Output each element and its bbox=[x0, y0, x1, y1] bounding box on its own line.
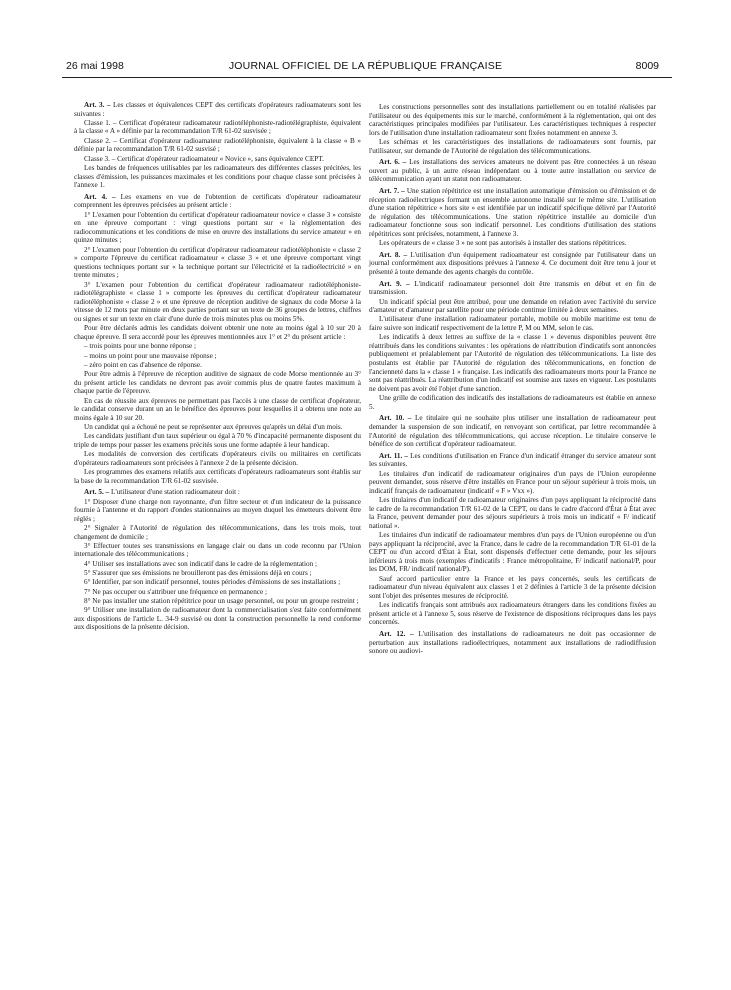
paragraph-text: 2° L'examen pour l'obtention du certificat d'opérateur radioamateur radiotéléphoniste « classe 2 » comporte l'épreuve du certificat radioamateur « classe 3 » et une épreuve comportant vingt questions techniques portant sur « la technique portant sur l'électricité et la radioélectricité » en trente minutes ; bbox=[74, 245, 361, 280]
paragraph-text: L'utilisation d'un équipement radioamateur est consignée par l'utilisateur dans un journal conformément aux dispositions prévues à l'annexe 4. Ce document doit être tenu à jour et présenté à toute demande des agents chargés du contrôle. bbox=[369, 250, 656, 277]
paragraph-text: Une grille de codification des indicatifs des installations de radioamateurs est établie en annexe 5. bbox=[369, 394, 656, 411]
article-number: Art. 6. – bbox=[379, 158, 407, 167]
article-paragraph bbox=[369, 280, 656, 297]
paragraph-text: Les constructions personnelles sont des installations partiellement ou en totalité réalisées par l'utilisateur ou des équipements mis sur le marché, conformément à la réglementation, qui ont des caractéristiques principales modifiées par l'utilisateur. Les caractéristiques techniques à respecter lors de l'utilisation d'une installation radioamateur sont fixées notamment en annexe 3. bbox=[369, 103, 656, 137]
paragraph bbox=[369, 138, 656, 155]
paragraph-text: 5° S'assurer que ses émissions ne brouilleront pas des émissions déjà en cours ; bbox=[84, 569, 312, 577]
right-column bbox=[369, 103, 656, 656]
paragraph bbox=[74, 560, 361, 569]
paragraph-text: Les programmes des examens relatifs aux certificats d'opérateurs radioamateurs sont établis sur la base de la recommandation T/R 61-02 susvisée. bbox=[74, 468, 361, 485]
paragraph bbox=[74, 597, 361, 606]
paragraph bbox=[74, 211, 361, 245]
article-paragraph bbox=[74, 101, 361, 118]
paragraph-text: En cas de réussite aux épreuves ne permettant pas l'accès à une classe de certificat d'opérateur, le candidat conserve durant un an le bénéfice des épreuves pour lesquelles il a obtenu une note au moins égale à 10 sur 20. bbox=[74, 396, 361, 422]
paragraph bbox=[74, 468, 361, 485]
paragraph-text: Les installations des services amateurs ne doivent pas être connectées à un réseau ouvert au public, à un autre réseau indépendant ou à toute autre installation ou service de télécommunication ayant un statut non radioamateur. bbox=[369, 158, 656, 184]
article-number: Art. 11. – bbox=[379, 451, 408, 460]
paragraph bbox=[74, 542, 361, 559]
paragraph bbox=[74, 397, 361, 423]
paragraph-text: L'indicatif radioamateur personnel doit être transmis en début et en fin de transmission. bbox=[369, 279, 656, 297]
paragraph-text: Les indicatifs français sont attribués aux radioamateurs étrangers dans les conditions fixées au présent article et à l'annexe 5, sous réserve de l'existence de dispositions réciproques dans les pays concernés. bbox=[369, 601, 656, 627]
paragraph bbox=[74, 361, 361, 370]
article-paragraph bbox=[74, 193, 361, 210]
paragraph bbox=[74, 137, 361, 154]
paragraph bbox=[74, 498, 361, 524]
paragraph-text: Pour être admis à l'épreuve de réception auditive de signaux de code Morse mentionnée au 3° du présent article les candidats ne devront pas avoir commis plus de quatre fautes maximum à chaque partie de l'épreuve. bbox=[74, 370, 361, 396]
paragraph bbox=[369, 531, 656, 574]
paragraph bbox=[369, 496, 656, 530]
paragraph-text: 6° Identifier, par son indicatif personnel, toutes périodes d'émissions de ses installations ; bbox=[84, 578, 341, 587]
article-paragraph bbox=[369, 630, 656, 656]
paragraph bbox=[369, 239, 656, 248]
paragraph bbox=[369, 575, 656, 601]
paragraph bbox=[74, 155, 361, 164]
paragraph-text: Les titulaires d'un indicatif de radioamateur originaires d'un pays appliquant la réciprocité dans le cadre de la recommandation T/R 61-02 de la CEPT, ou dans le cadre d'accord d'État à État avec la France, peuvent demander pour des séjours supérieurs à trois mois un indicatif « F/ indicatif national ». bbox=[369, 496, 656, 530]
paragraph-text: 2° Signaler à l'Autorité de régulation des télécommunications, dans les trois mois, tout changement de domicile ; bbox=[74, 523, 361, 541]
paragraph-text: L'utilisateur d'une station radioamateur doit : bbox=[109, 488, 240, 497]
paragraph-text: 9° Utiliser une installation de radioamateur dont la commercialisation s'est faite conformément aux dispositions de l'article L. 34-9 susvisé ou dont la construction personnelle la rend conforme aux dispositions de la présente décision. bbox=[74, 606, 361, 632]
paragraph-text: Classe 2. – Certificat d'opérateur radioamateur radiotéléphoniste, équivalent à la classe « B » définie par la recommandation T/R 61-02 susvisé ; bbox=[74, 136, 361, 154]
paragraph bbox=[74, 578, 361, 587]
paragraph-text: Classe 3. – Certificat d'opérateur radioamateur « Novice », sans équivalence CEPT. bbox=[84, 154, 324, 163]
article-paragraph bbox=[369, 414, 656, 448]
paragraph-text: Classe 1. – Certificat d'opérateur radioamateur radiotéléphoniste-radiotélégraphiste, équivalent à la classe « A » définie par la recommandation T/R 61-02 susvisée ; bbox=[74, 118, 361, 136]
paragraph-text: – zéro point en cas d'absence de réponse. bbox=[84, 360, 202, 369]
left-column bbox=[74, 98, 361, 633]
header-date: 26 mai 1998 bbox=[66, 60, 124, 72]
article-number: Art. 9. – bbox=[379, 279, 410, 288]
journal-title: JOURNAL OFFICIEL DE LA RÉPUBLIQUE FRANÇAISE bbox=[228, 60, 503, 72]
paragraph-text: Une station répétitrice est une installation automatique d'émission ou d'émission et de réception radioélectriques formant un ensemble autonome installé sur le même site. L'utilisation d'une station répétitrice « hors site » est identifiée par un indicatif spécifique délivré par l'Autorité de régulation des télécommunications. Une station répétitrice installée au domicile d'un radioamateur fonctionne sous son indicatif personnel. Les conditions d'utilisation des stations répétitrices sont précisées, notamment, à l'annexe 3. bbox=[369, 187, 656, 238]
article-number: Art. 3. – bbox=[84, 101, 111, 109]
paragraph bbox=[369, 315, 656, 332]
paragraph bbox=[369, 394, 656, 411]
paragraph bbox=[74, 370, 361, 396]
paragraph bbox=[369, 470, 656, 496]
header-rule bbox=[62, 77, 672, 78]
paragraph bbox=[369, 298, 656, 315]
paragraph bbox=[74, 423, 361, 432]
paragraph-text: Les classes et équivalences CEPT des certificats d'opérateurs radioamateurs sont les suivantes : bbox=[74, 101, 362, 118]
paragraph bbox=[369, 103, 656, 137]
paragraph bbox=[74, 524, 361, 541]
article-number: Art. 12. – bbox=[379, 630, 414, 638]
paragraph-text: 8° Ne pas installer une station répétitrice pour un usage personnel, ou pour un groupe restreint ; bbox=[84, 596, 359, 605]
article-paragraph bbox=[369, 251, 656, 277]
paragraph-text: 4° Utiliser ses installations avec son indicatif dans le cadre de la réglementation ; bbox=[84, 559, 318, 568]
paragraph-text: Les conditions d'utilisation en France d'un indicatif étranger du service amateur sont les suivantes. bbox=[369, 451, 656, 469]
paragraph bbox=[74, 246, 361, 280]
paragraph-text: Les schémas et les caractéristiques des installations de radioamateurs sont fournis, par l'utilisateur, sur demande de l'Autorité de régulation des télécommunications. bbox=[369, 138, 656, 155]
paragraph bbox=[74, 281, 361, 324]
paragraph bbox=[74, 352, 361, 361]
paragraph bbox=[74, 164, 361, 190]
page-header bbox=[0, 0, 731, 80]
paragraph bbox=[74, 606, 361, 632]
article-paragraph bbox=[369, 187, 656, 239]
article-number: Art. 7. – bbox=[379, 187, 405, 196]
paragraph-text: Pour être déclarés admis les candidats doivent obtenir une note au moins égal à 10 sur 20 à chaque épreuve. Il sera accordé pour les épreuves mentionnées aux 1° et 2° du présent article : bbox=[74, 324, 361, 341]
paragraph-text: Le titulaire qui ne souhaite plus utiliser une installation de radioamateur peut demander la suspension de son indicatif, en renvoyant son certificat, par lettre recommandée à l'Autorité de régulation des télécommunications, qui accuse réception. Le titulaire conserve le bénéfice de son certificat d'opérateur radioamateur. bbox=[369, 414, 656, 449]
paragraph bbox=[74, 569, 361, 578]
paragraph bbox=[369, 333, 656, 393]
paragraph-text: Les titulaires d'un indicatif de radioamateur membres d'un pays de l'Union européenne ou d'un pays appliquant la réciprocité, avec la France, dans le cadre de la recommandation T/R 61-01 de la CEPT ou d'un accord d'État à État, sont dispensés d'effectuer cette demande, pour les séjours inférieurs à trois mois (exemples d'indicatifs : France métropolitaine, F/ indicatif national/P, pour les DOM, FR/ indicatif national/P). bbox=[369, 531, 656, 574]
paragraph-text: Les titulaires d'un indicatif de radioamateur originaires d'un pays de l'Union européenne peuvent demander, sous réserve d'être installés en France pour un séjour supérieur à trois mois, un indicatif français de radioamateur (indicatif « F » Vxx »). bbox=[369, 469, 656, 495]
article-paragraph bbox=[369, 452, 656, 469]
paragraph-text: – trois points pour une bonne réponse ; bbox=[84, 342, 196, 351]
paragraph-text: Les candidats justifiant d'un taux supérieur ou égal à 70 % d'incapacité permanente disposent du triple de temps pour passer les examens précités sous une forme adaptée à leur handicap. bbox=[74, 432, 361, 449]
paragraph-text: Les modalités de conversion des certificats d'opérateurs civils ou militaires en certificats d'opérateurs radioamateurs sont précisées à l'annexe 2 de la présente décision. bbox=[74, 450, 361, 467]
paragraph-text: Un indicatif spécial peut être attribué, pour une demande en relation avec l'activité du service d'amateur et d'amateur par satellite pour une période continue limitée à deux semaines. bbox=[369, 297, 656, 315]
paragraph bbox=[74, 119, 361, 136]
paragraph-text: 1° L'examen pour l'obtention du certificat d'opérateur radioamateur novice « classe 3 » consiste en une épreuve comportant : vingt questions portant sur « la réglementation des radiocommunications et les conditions de mise en œuvre des installations du service amateur » en quinze minutes ; bbox=[74, 210, 361, 245]
article-number: Art. 8. – bbox=[379, 250, 408, 259]
article-paragraph bbox=[369, 158, 656, 184]
paragraph bbox=[74, 342, 361, 351]
paragraph-text: 3° L'examen pour l'obtention du certificat d'opérateur radioamateur radiotéléphoniste-radiotélégraphiste « classe 1 » comporte les épreuves du certificat d'opérateur radioamateur radiotéléphoniste « classe 2 » et une épreuve de réception auditive de signaux du code Morse à la vitesse de 12 mots par minute en deux parties portant sur un texte de 36 groupes de lettres, chiffres ou signes et sur un texte en clair d'une durée de trois minutes plus ou moins 5%. bbox=[74, 280, 361, 324]
paragraph-text: – moins un point pour une mauvaise réponse ; bbox=[84, 351, 217, 360]
paragraph bbox=[74, 432, 361, 449]
paragraph bbox=[74, 450, 361, 467]
paragraph-text: L'utilisation des installations de radioamateurs ne doit pas occasionner de perturbation aux installations radioélectriques, notamment aux installations de radiodiffusion sonore ou audiovi- bbox=[369, 630, 656, 656]
page-number: 8009 bbox=[635, 60, 659, 72]
paragraph-text: Les opérateurs de « classe 3 » ne sont pas autorisés à installer des stations répétitrices. bbox=[379, 239, 627, 248]
paragraph-text: Les indicatifs à deux lettres au suffixe de la « classe 1 » devenus disponibles peuvent être réattribués dans les conditions suivantes : les opérations de réattribution d'indicatifs sont annoncées publiquement et préalablement par l'Autorité de régulation des télécommunications. La liste des postulants est établie par l'Autorité de régulation des télécommunications, en fonction de l'ancienneté dans la « classe 1 » française. Les indicatifs des radioamateurs morts pour la France ne sont pas réattribués. La réattribution d'un indicatif est soumise aux taxes en vigueur. Les postulants ne doivent pas avoir été l'objet d'une sanction. bbox=[369, 333, 656, 393]
paragraph-text: 7° Ne pas occuper ou s'attribuer une fréquence en permanence ; bbox=[84, 587, 267, 596]
paragraph-text: Les bandes de fréquences utilisables par les radioamateurs des différentes classes précitées, les classes d'émission, les puissances maximales et les conditions pour chaque classe sont précisées à l'annexe 1. bbox=[74, 163, 361, 190]
paragraph bbox=[369, 601, 656, 627]
paragraph-text: 3° Effectuer toutes ses transmissions en langage clair ou dans un code reconnu par l'Union internationale des télécommunications ; bbox=[74, 541, 361, 559]
paragraph-text: Sauf accord particulier entre la France et les pays concernés, seuls les certificats de radioamateur d'un niveau équivalent aux classes 1 et 2 définies à l'article 3 de la présente décision sont l'objet des présentes mesures de réciprocité. bbox=[369, 574, 656, 600]
article-number: Art. 4. – bbox=[84, 192, 116, 201]
paragraph-text: Un candidat qui a échoué ne peut se représenter aux épreuves qu'après un délai d'un mois. bbox=[84, 423, 343, 431]
paragraph-text: 1° Disposer d'une charge non rayonnante, d'un filtre secteur et d'un indicateur de la puissance fournie à l'antenne et du rapport d'ondes stationnaires au moyen duquel les émetteurs doivent être réglés ; bbox=[74, 497, 361, 523]
article-paragraph bbox=[74, 488, 361, 497]
article-number: Art. 10. – bbox=[379, 414, 412, 423]
article-number: Art. 5. – bbox=[84, 488, 110, 497]
paragraph bbox=[74, 324, 361, 341]
paragraph bbox=[74, 588, 361, 597]
paragraph-text: Les examens en vue de l'obtention de certificats d'opérateur radioamateur comprennent les épreuves précisées au présent article : bbox=[74, 192, 361, 210]
paragraph-text: L'utilisateur d'une installation radioamateur portable, mobile ou mobile maritime est tenu de faire suivre son indicatif respectivement de la lettre P, M ou MM, selon le cas. bbox=[369, 315, 656, 332]
